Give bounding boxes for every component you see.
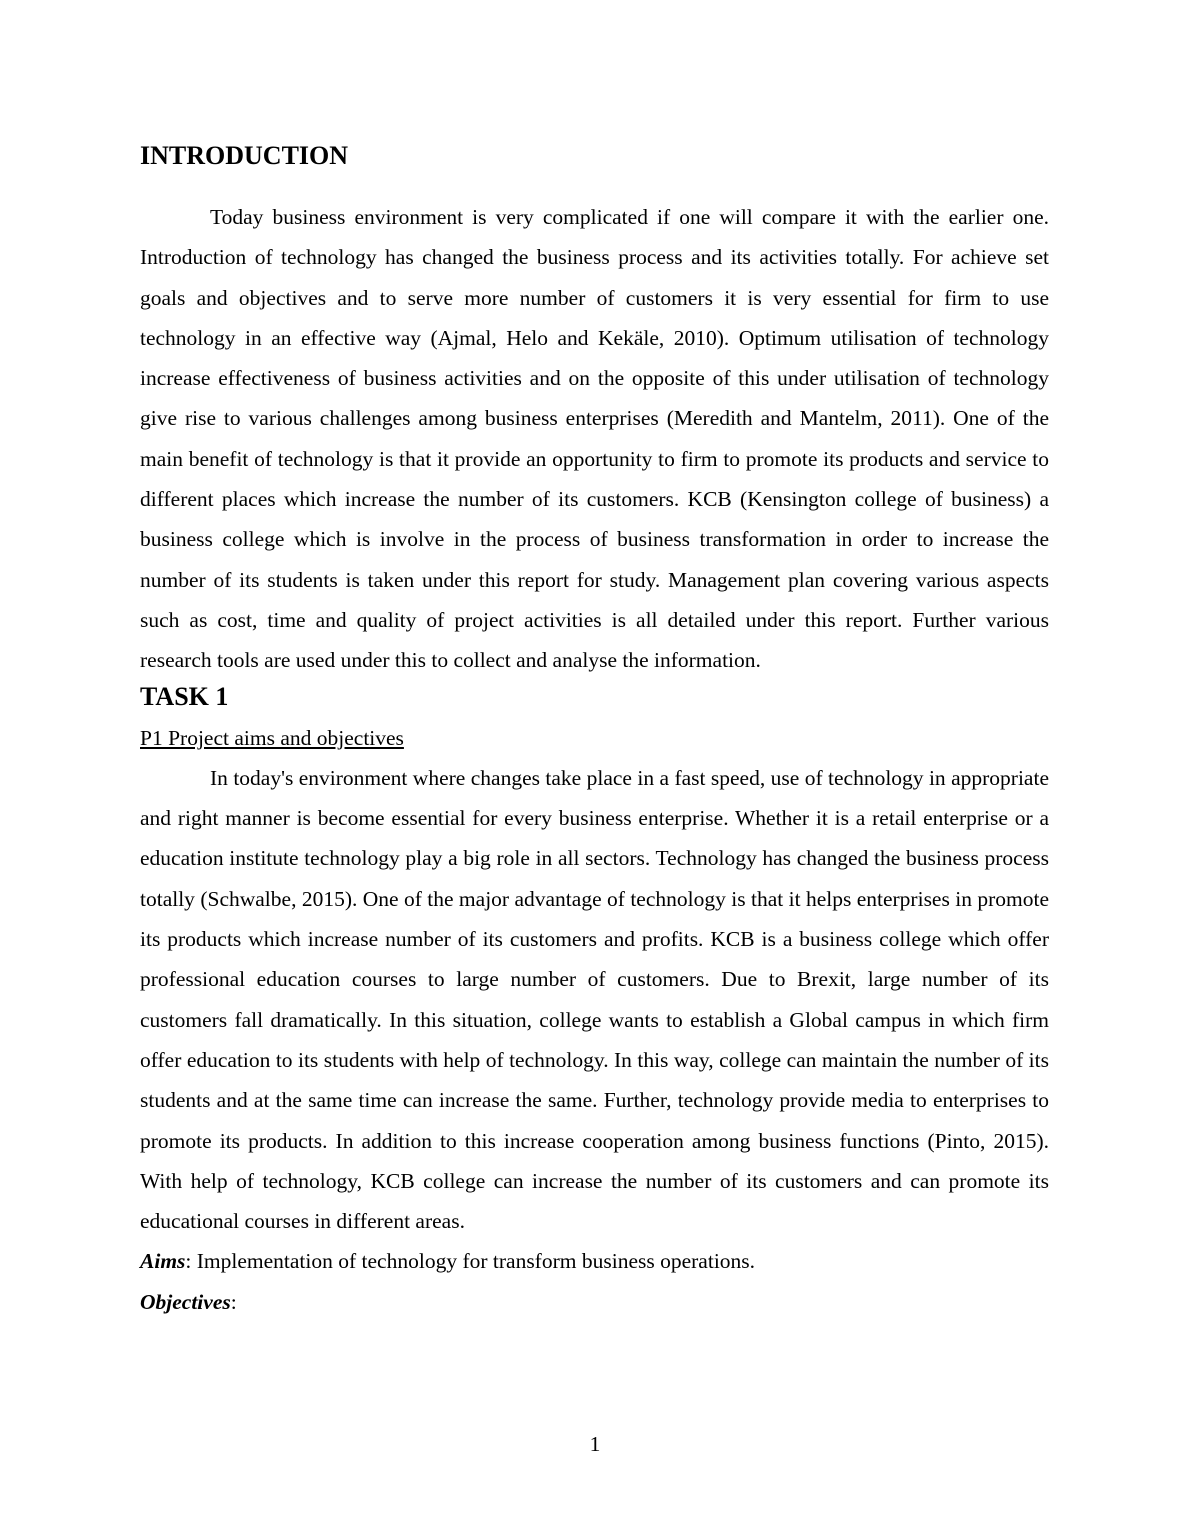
objectives-text: : <box>230 1289 237 1314</box>
task-1-paragraph: In today's environment where changes take place in a fast speed, use of technology in appropriate and right manner is become essential for every business enterprise. Whether it is a retail enterprise or a education institute technology play a big role in all sectors. Technology has changed the business process totally (Schwalbe, 2015). One of the major advantage of technology is that it helps enterprises in promote its products which increase number of its customers and profits. KCB is a business college which offer professional education courses to large number of customers. Due to Brexit, large number of its customers fall dramatically. In this situation, college wants to establish a Global campus in which firm offer education to its students with help of technology. In this way, college can maintain the number of its students and at the same time can increase the same. Further, technology provide media to enterprises to promote its products. In addition to this increase cooperation among business functions (Pinto, 2015). With help of technology, KCB college can increase the number of its customers and can promote its educational courses in different areas. <box>140 765 1049 1234</box>
introduction-paragraph: Today business environment is very complicated if one will compare it with the earlier one. Introduction of technology has changed the business process and its activities totally. For achieve set goals and objectives and to serve more number of customers it is very essential for firm to use technology in an effective way (Ajmal, Helo and Kekäle, 2010). Optimum utilisation of technology increase effectiveness of business activities and on the opposite of this under utilisation of technology give rise to various challenges among business enterprises (Meredith and Mantelm, 2011). One of the main benefit of technology is that it provide an opportunity to firm to promote its products and service to different places which increase the number of its customers. KCB (Kensington college of business) a business college which is involve in the process of business transformation in order to increase the number of its students is taken under this report for study. Management plan covering various aspects such as cost, time and quality of project activities is all detailed under this report. Further various research tools are used under this to collect and analyse the information. <box>140 205 1049 673</box>
aims-text: : Implementation of technology for transform business operations. <box>185 1249 756 1274</box>
project-aims-subheading: P1 Project aims and objectives <box>140 725 404 750</box>
aims-label: Aims <box>140 1249 186 1274</box>
task-1-heading: TASK 1 <box>140 681 229 711</box>
introduction-heading: INTRODUCTION <box>140 141 349 170</box>
page-number: 1 <box>589 1432 601 1456</box>
objectives-label: Objectives <box>140 1289 231 1314</box>
objectives-line <box>140 1282 1049 1322</box>
aims-line <box>140 1241 1049 1281</box>
document-page <box>140 140 1049 1322</box>
